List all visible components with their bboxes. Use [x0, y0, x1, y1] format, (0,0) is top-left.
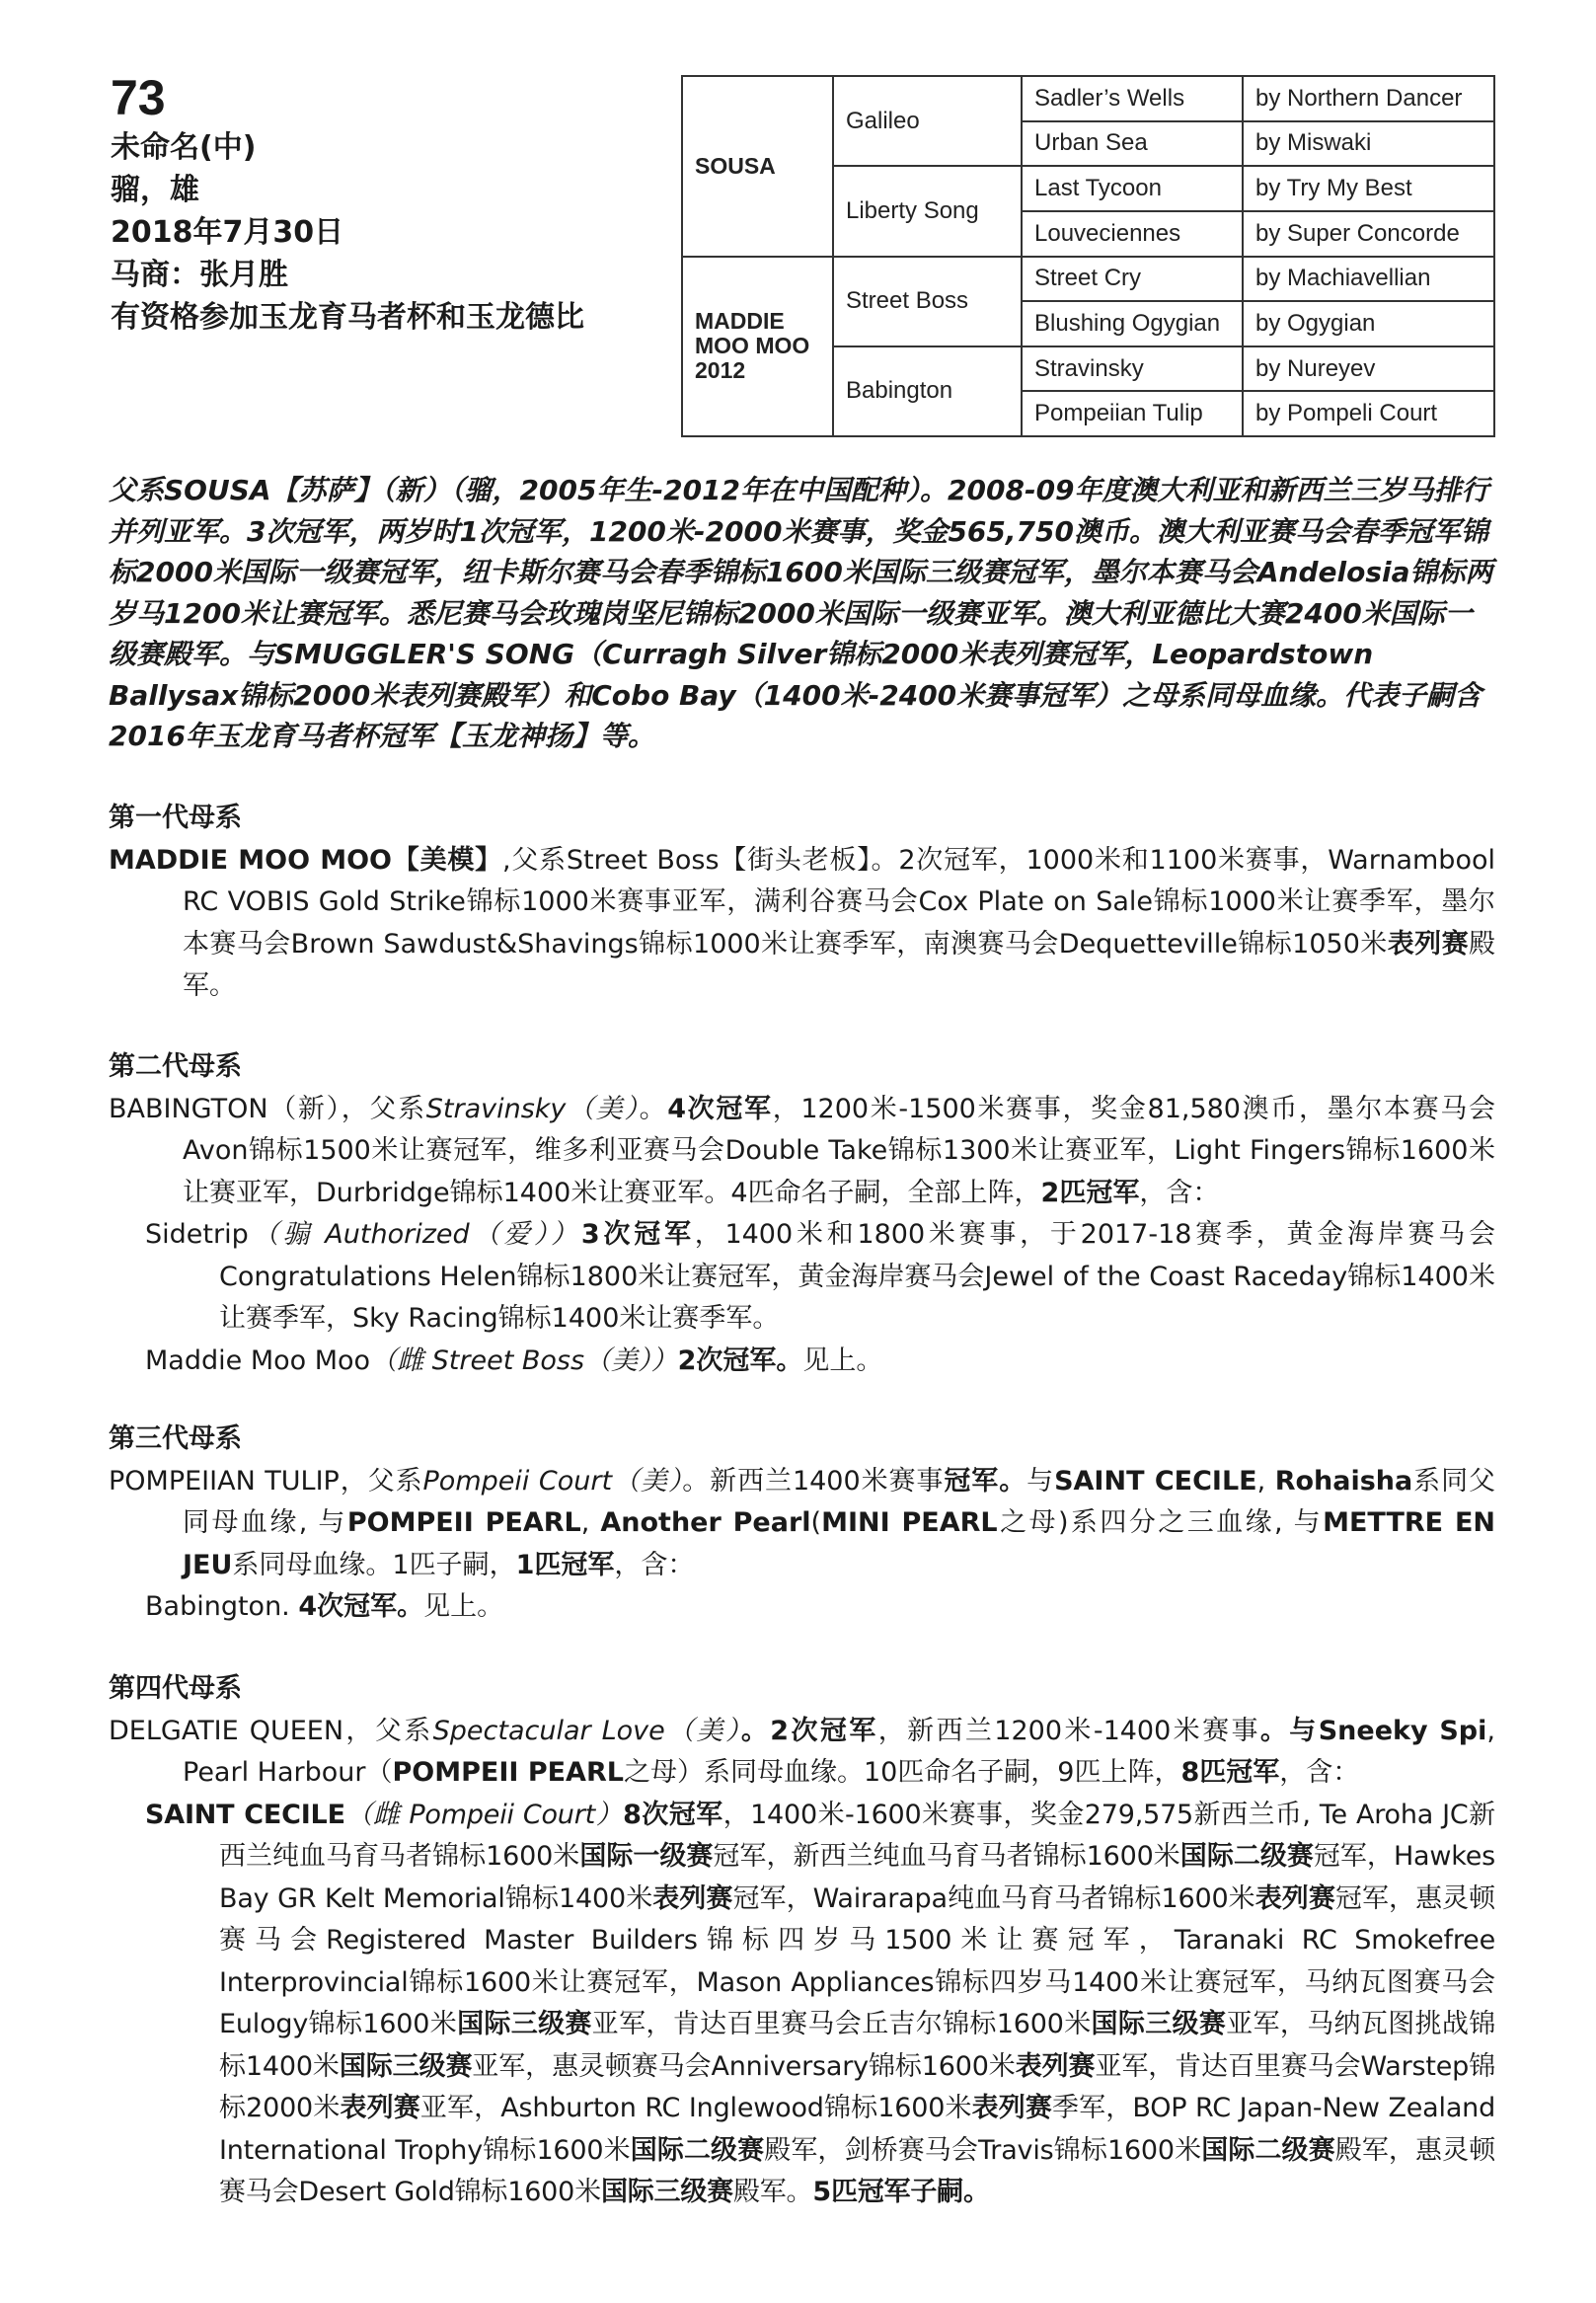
birth-date: 2018年7月30日 — [111, 215, 344, 250]
pedigree-ancestor-sire: by Miswaki — [1243, 121, 1494, 167]
pedigree-sire: SOUSA — [682, 76, 833, 257]
pedigree-ancestor: Stravinsky — [1022, 346, 1243, 392]
pedigree-ancestor-sire: by Ogygian — [1243, 301, 1494, 346]
fourth-dam-section — [109, 1668, 1495, 2214]
sire-description: 父系SOUSA【苏萨】（新）（骝，2005年生-2012年在中国配种）。2008-09年度澳大利亚和新西兰三岁马排行并列亚军。3次冠军，两岁时1次冠军，1200米-2000米赛事，奖金565,750澳币。澳大利亚赛马会春季冠军锦标2000米国际一级赛冠军，纽卡斯尔赛马会春季锦标1600米国际三级赛冠军，墨尔本赛马会Andelosia锦标两岁马1200米让赛冠军。悉尼赛马会玫瑰岗坚尼锦标2000米国际一级赛亚军。澳大利亚德比大赛2400米国际一级赛殿军。与SMUGGLER'S SONG（Curragh Silver锦标2000米表列赛冠军，Leopardstown Ballysax锦标2000米表列赛殿军）和Cobo Bay（1400米-2400米赛事冠军）之母系同母血缘。代表子嗣含2016年玉龙育马者杯冠军【玉龙神扬】等。 — [109, 474, 1493, 752]
pedigree-ancestor-sire: by Nureyev — [1243, 346, 1494, 392]
third-dam-paragraph: POMPEIIAN TULIP，父系Pompeii Court（美）。新西兰1400米赛事冠军。与SAINT CECILE, Rohaisha系同父同母血缘, 与POMPEII PEARL, Another Pearl(MINI PEARL之母)系四分之三血缘, 与METTRE EN JEU系同母血缘。1匹子嗣，1匹冠军，含： — [109, 1465, 1496, 1580]
color-sex: 骝，雄 — [111, 173, 199, 207]
offspring-entry: Babington. 4次冠军。见上。 — [145, 1591, 504, 1622]
offspring-entry: SAINT CECILE（雌 Pompeii Court）8次冠军，1400米-1600米赛事，奖金279,575新西兰币, Te Aroha JC新西兰纯血马育马者锦标1600米国际一级赛冠军，新西兰纯血马育马者锦标1600米国际二级赛冠军，Hawkes Bay GR Kelt Memorial锦标1400米表列赛冠军，Wairarapa纯血马育马者锦标1600米表列赛冠军，惠灵顿赛马会Registered Master Builders锦标四岁马1500米让赛冠军，Taranaki RC Smokefree Interprovincial锦标1600米让赛冠军，Mason Appliances锦标四岁马1400米让赛冠军，马纳瓦图赛马会Eulogy锦标1600米国际三级赛亚军，肯达百里赛马会丘吉尔锦标1600米国际三级赛亚军，马纳瓦图挑战锦标1400米国际三级赛亚军，惠灵顿赛马会Anniversary锦标1600米表列赛亚军，肯达百里赛马会Warstep锦标2000米表列赛亚军，Ashburton RC Inglewood锦标1600米表列赛季军，BOP RC Japan-New Zealand International Trophy锦标1600米国际二级赛殿军，剑桥赛马会Travis锦标1600米国际二级赛殿军，惠灵顿赛马会Desert Gold锦标1600米国际三级赛殿军。5匹冠军子嗣。 — [145, 1799, 1496, 2207]
first-dam-section — [109, 798, 1495, 1008]
third-dam-title: 第三代母系 — [109, 1423, 242, 1454]
fourth-dam-paragraph: DELGATIE QUEEN，父系Spectacular Love（美）。2次冠军，新西兰1200米-1400米赛事。与Sneeky Spi, Pearl Harbour（POMPEII PEARL之母）系同母血缘。10匹命名子嗣，9匹上阵，8匹冠军，含： — [109, 1715, 1495, 1788]
second-dam-title: 第二代母系 — [109, 1051, 242, 1082]
second-dam-paragraph: BABINGTON（新），父系Stravinsky（美）。4次冠军，1200米-1500米赛事，奖金81,580澳币，墨尔本赛马会Avon锦标1500米让赛冠军，维多利亚赛马会Double Take锦标1300米让赛亚军，Light Fingers锦标1600米让赛亚军，Durbridge锦标1400米让赛亚军。4匹命名子嗣，全部上阵，2匹冠军，含： — [109, 1093, 1495, 1208]
pedigree-ancestor-sire: by Pompeli Court — [1243, 391, 1494, 436]
pedigree-dam-dam: Babington — [833, 346, 1022, 436]
pedigree-sire-dam: Liberty Song — [833, 166, 1022, 256]
pedigree-ancestor-sire: by Try My Best — [1243, 166, 1494, 211]
horse-name: 未命名(中) — [111, 130, 257, 165]
pedigree-ancestor: Last Tycoon — [1022, 166, 1243, 211]
pedigree-sire-sire: Galileo — [833, 76, 1022, 166]
pedigree-ancestor: Blushing Ogygian — [1022, 301, 1243, 346]
vendor: 马商：张月胜 — [111, 258, 288, 292]
lot-number: 73 — [111, 70, 166, 125]
pedigree-ancestor: Pompeiian Tulip — [1022, 391, 1243, 436]
second-dam-section — [109, 1046, 1495, 1382]
pedigree-ancestor-sire: by Machiavellian — [1243, 257, 1494, 302]
pedigree-ancestor: Urban Sea — [1022, 121, 1243, 167]
pedigree-table — [681, 75, 1495, 437]
first-dam-name: MADDIE MOO MOO【美模】 — [109, 844, 502, 876]
pedigree-ancestor: Sadler’s Wells — [1022, 76, 1243, 121]
first-dam-title: 第一代母系 — [109, 803, 242, 833]
offspring-entry: Sidetrip（骟 Authorized（爱））3次冠军，1400米和1800米赛事，于2017-18赛季，黄金海岸赛马会Congratulations Helen锦标1800米让赛冠军，黄金海岸赛马会Jewel of the Coast Raceday锦标1400米让赛季军，Sky Racing锦标1400米让赛季军。 — [145, 1219, 1495, 1334]
pedigree-ancestor: Street Cry — [1022, 257, 1243, 302]
first-dam-paragraph: MADDIE MOO MOO【美模】,父系Street Boss【街头老板】。2次冠军，1000米和1100米赛事，Warnambool RC VOBIS Gold Strike锦标1000米赛事亚军，满利谷赛马会Cox Plate on Sale锦标1000米让赛季军，墨尔本赛马会Brown Sawdust&Shavings锦标1000米让赛季军，南澳赛马会Dequetteville锦标1050米表列赛殿军。 — [109, 844, 1495, 1001]
pedigree-ancestor-sire: by Super Concorde — [1243, 211, 1494, 257]
pedigree-dam-sire: Street Boss — [833, 257, 1022, 346]
third-dam-section — [109, 1419, 1495, 1629]
pedigree-ancestor-sire: by Northern Dancer — [1243, 76, 1494, 121]
pedigree-ancestor: Louveciennes — [1022, 211, 1243, 257]
offspring-entry: Maddie Moo Moo（雌 Street Boss（美））2次冠军。见上。 — [145, 1344, 883, 1376]
pedigree-dam: MADDIE MOO MOO 2012 — [682, 257, 833, 437]
fourth-dam-title: 第四代母系 — [109, 1673, 242, 1704]
lot-header — [111, 69, 584, 339]
eligibility: 有资格参加玉龙育马者杯和玉龙德比 — [111, 300, 584, 335]
